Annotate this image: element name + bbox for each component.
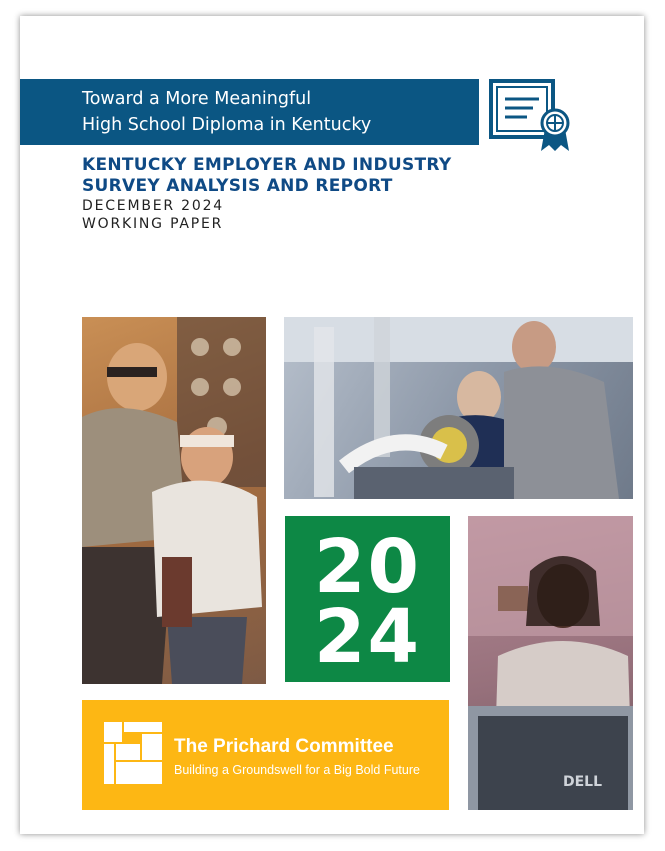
svg-text:DELL: DELL: [563, 774, 603, 790]
certificate-ribbon-icon: [489, 79, 575, 153]
report-date: DECEMBER 2024: [82, 198, 224, 214]
organization-tagline: Building a Groundswell for a Big Bold Future: [174, 763, 420, 777]
photo-mentor-and-student: [82, 317, 266, 684]
report-title-line-1: KENTUCKY EMPLOYER AND INDUSTRY: [82, 155, 452, 175]
year-block: [285, 516, 450, 682]
prichard-logo-block: [82, 700, 449, 810]
photo-workshop-saw: [284, 317, 633, 499]
subtitle-banner: [20, 79, 479, 145]
banner-line-1: Toward a More Meaningful: [82, 89, 312, 109]
banner-line-2: High School Diploma in Kentucky: [82, 115, 372, 135]
year-bottom: 24: [314, 594, 421, 680]
photo-student-computer: [468, 516, 633, 810]
year-top: 20: [314, 524, 421, 610]
report-cover: [20, 16, 644, 834]
organization-name: The Prichard Committee: [174, 736, 394, 757]
prichard-logo-icon: [104, 722, 162, 784]
report-type: WORKING PAPER: [82, 216, 224, 232]
report-title-line-2: SURVEY ANALYSIS AND REPORT: [82, 176, 393, 196]
